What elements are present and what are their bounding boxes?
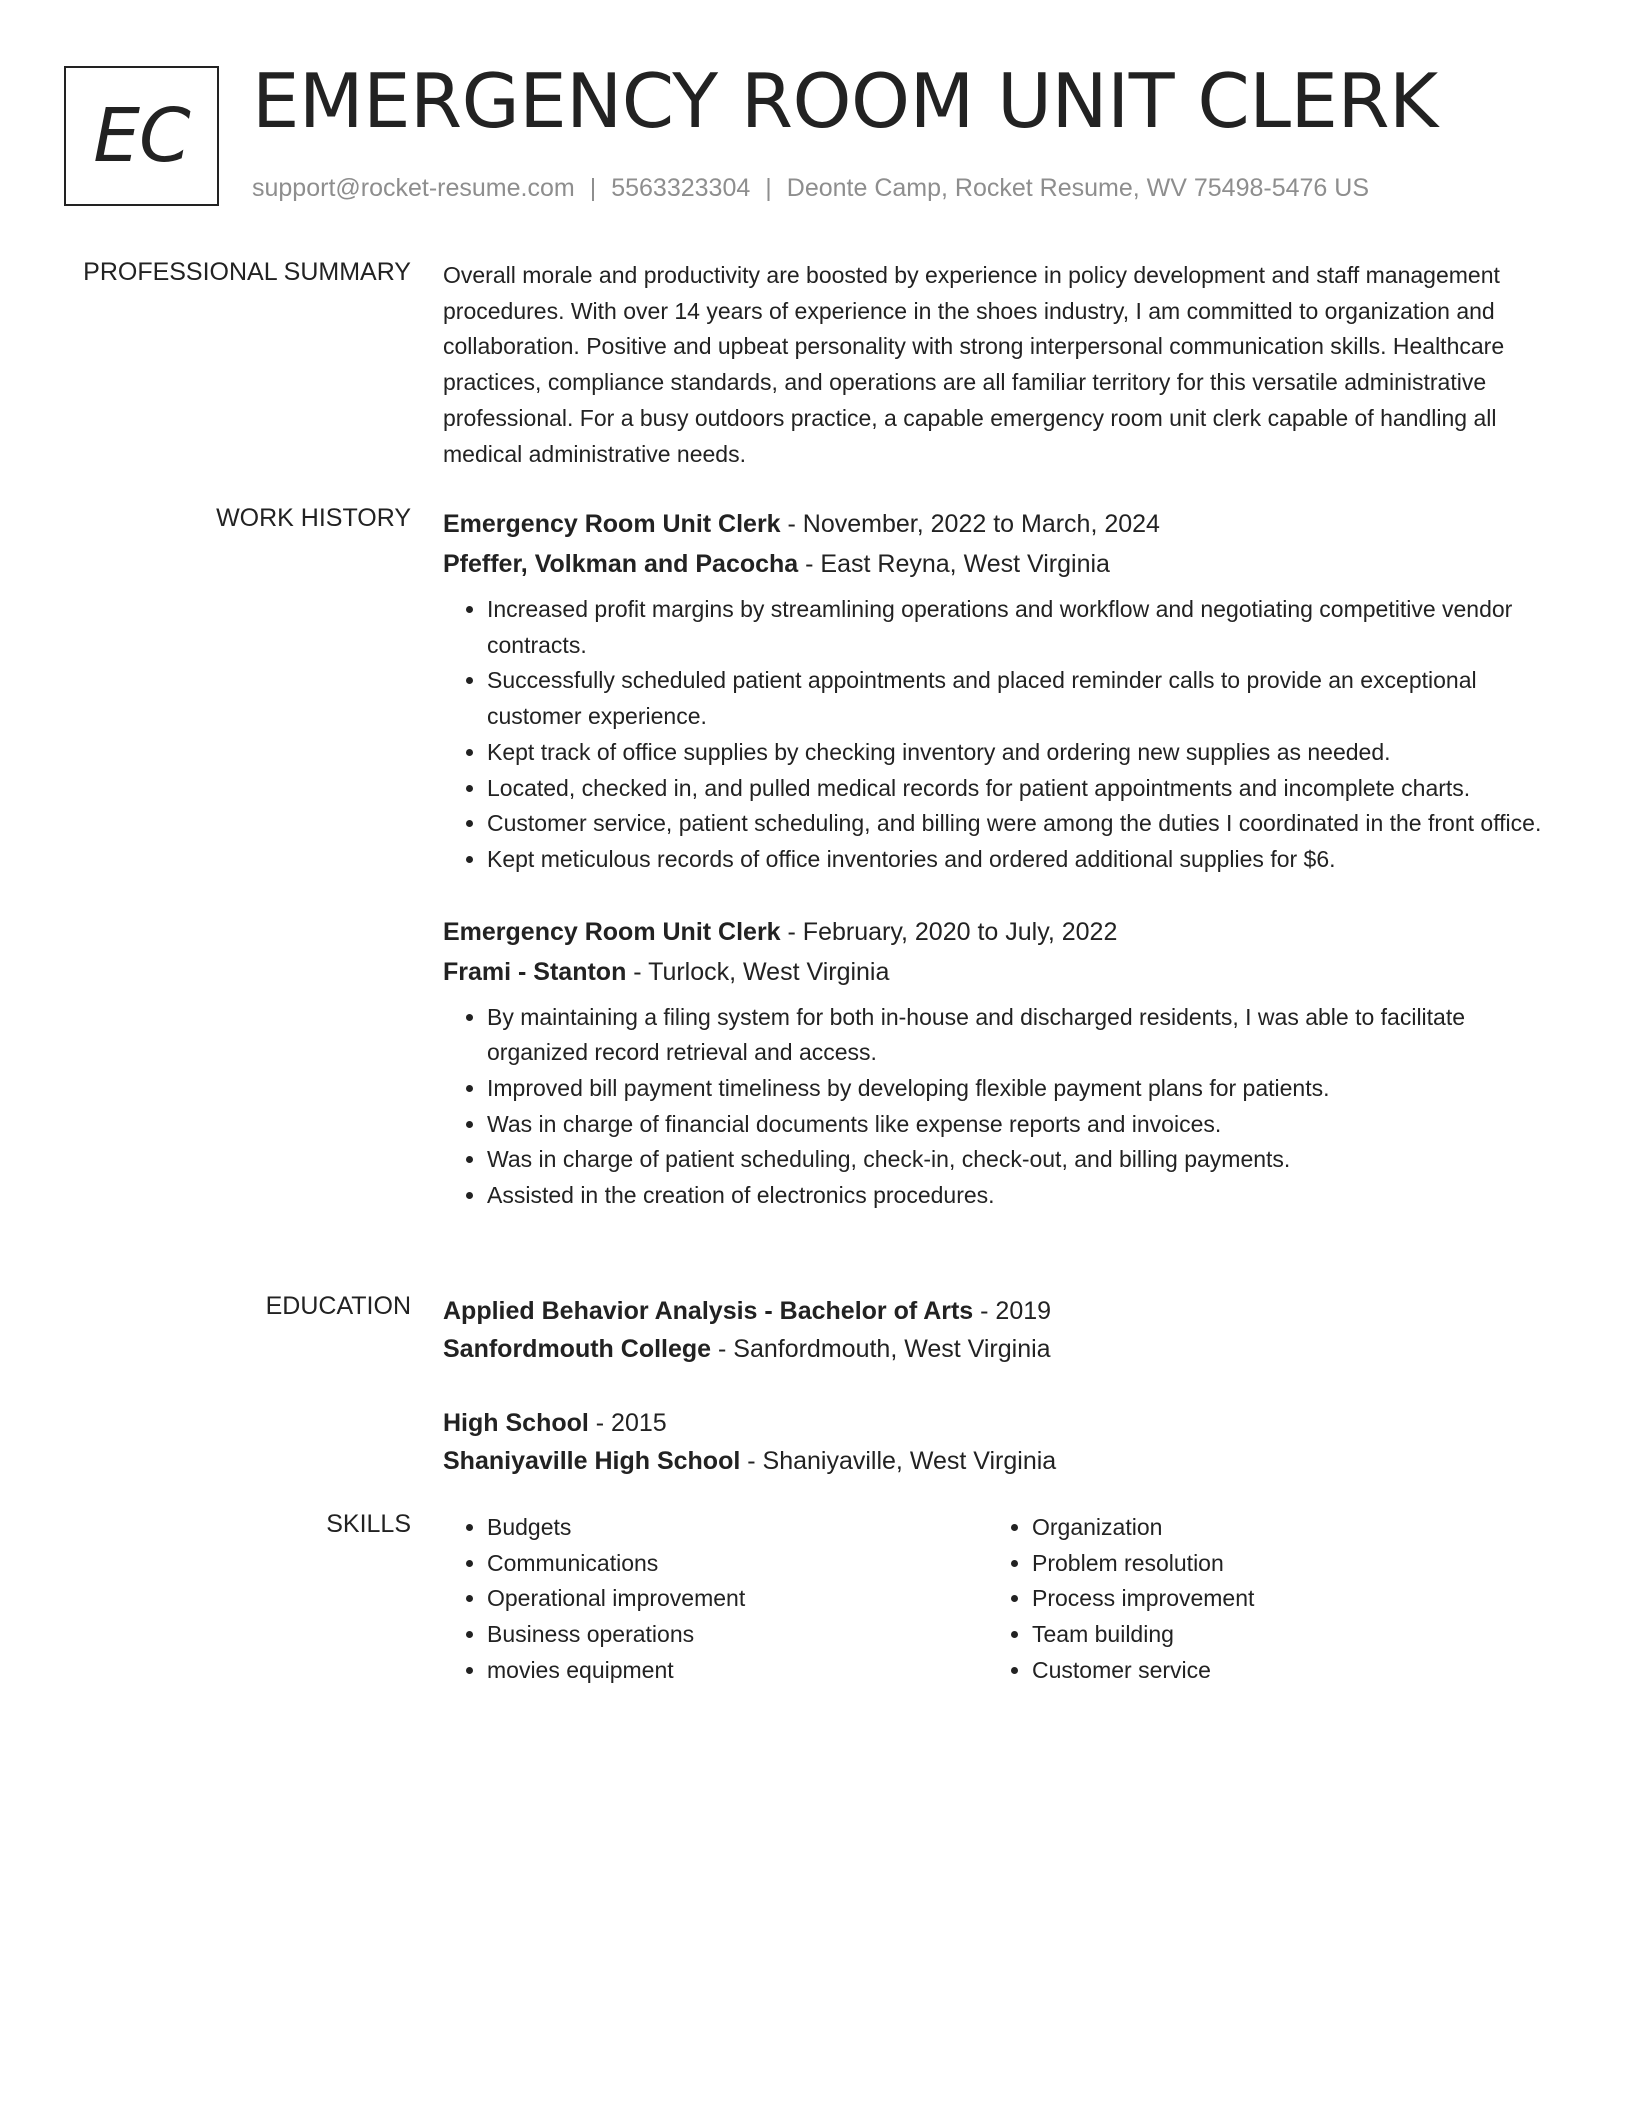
contact-separator: |: [589, 174, 597, 202]
skill-item: • Team building: [1032, 1617, 1533, 1653]
monogram-badge: EC: [64, 66, 219, 206]
work-history-body: [443, 504, 1563, 1214]
job-bullet: • Assisted in the creation of electronics procedures.: [487, 1178, 1563, 1214]
job-dates: - February, 2020 to July, 2022: [780, 917, 1118, 946]
email-link[interactable]: support@rocket-resume.com: [252, 174, 575, 202]
job-dates: - November, 2022 to March, 2024: [780, 510, 1160, 538]
job-entry: [443, 912, 1563, 1214]
skills-list: [988, 1510, 1533, 1689]
job-bullet: • Was in charge of financial documents like expense reports and invoices.: [487, 1107, 1563, 1143]
education-year: - 2015: [588, 1409, 667, 1437]
job-bullet: • Kept track of office supplies by checking inventory and ordering new supplies as needed.: [487, 735, 1563, 771]
job-company: Pfeffer, Volkman and Pacocha: [443, 550, 799, 578]
job-bullet: • Located, checked in, and pulled medical records for patient appointments and incomplete charts.: [487, 771, 1563, 807]
education-degree: High School: [443, 1409, 589, 1437]
skills-list: [443, 1510, 988, 1689]
skill-item: • Operational improvement: [487, 1581, 988, 1617]
job-bullet: • Kept meticulous records of office inventories and ordered additional supplies for $6.: [487, 842, 1563, 878]
skill-item: • Budgets: [487, 1510, 988, 1546]
education-school-line: [443, 1442, 1563, 1480]
education-body: [443, 1292, 1563, 1516]
job-title-line: [443, 912, 1563, 952]
job-title-line: [443, 504, 1563, 544]
skill-item: • Process improvement: [1032, 1581, 1533, 1617]
skill-item: • Business operations: [487, 1617, 988, 1653]
education-school-line: [443, 1330, 1563, 1368]
education-location: - Sanfordmouth, West Virginia: [711, 1335, 1051, 1363]
skill-item: • Communications: [487, 1546, 988, 1582]
education-school: Shaniyaville High School: [443, 1447, 741, 1475]
skills-column-right: [988, 1510, 1533, 1689]
job-company-line: [443, 952, 1563, 992]
phone-text: 5563323304: [611, 174, 751, 202]
section-title-summary: PROFESSIONAL SUMMARY: [83, 258, 411, 286]
contact-separator: |: [765, 174, 772, 202]
job-role: Emergency Room Unit Clerk: [443, 510, 781, 538]
job-bullet: • By maintaining a filing system for both in-house and discharged residents, I was able to facilitate organized record retrieval and access.: [487, 1000, 1563, 1071]
skills-grid: [443, 1510, 1563, 1689]
education-degree-line: [443, 1292, 1563, 1330]
skill-item: • Customer service: [1032, 1653, 1533, 1689]
education-degree-line: [443, 1404, 1563, 1442]
skill-item: • Organization: [1032, 1510, 1533, 1546]
page-title: EMERGENCY ROOM UNIT CLERK: [252, 57, 1438, 145]
job-entry: [443, 504, 1563, 878]
education-school: Sanfordmouth College: [443, 1335, 712, 1363]
job-bullet: • Successfully scheduled patient appointments and placed reminder calls to provide an exceptional customer experience.: [487, 663, 1563, 734]
education-entry: [443, 1404, 1563, 1480]
section-title-education: EDUCATION: [265, 1292, 411, 1320]
job-bullet: • Customer service, patient scheduling, and billing were among the duties I coordinated in the front office.: [487, 806, 1563, 842]
job-location: - East Reyna, West Virginia: [798, 550, 1110, 578]
job-bullets: [443, 1000, 1563, 1214]
job-bullet: • Improved bill payment timeliness by developing flexible payment plans for patients.: [487, 1071, 1563, 1107]
education-year: - 2019: [973, 1297, 1052, 1325]
skill-item: • Problem resolution: [1032, 1546, 1533, 1582]
summary-text: Overall morale and productivity are boosted by experience in policy development and staff management procedures. With over 14 years of experience in the shoes industry, I am committed to organization and collaboration. Positive and upbeat personality with strong interpersonal communication skills. Healthcare practices, compliance standards, and operations are all familiar territory for this versatile administrative professional. For a busy outdoors practice, a capable emergency room unit clerk capable of handling all medical administrative needs.: [443, 262, 1505, 467]
section-title-skills: SKILLS: [326, 1510, 411, 1538]
section-title-work-history: WORK HISTORY: [216, 504, 411, 532]
skill-item: • movies equipment: [487, 1653, 988, 1689]
education-degree: Applied Behavior Analysis - Bachelor of Arts: [443, 1297, 974, 1325]
education-entry: [443, 1292, 1563, 1368]
job-location: - Turlock, West Virginia: [626, 957, 890, 986]
job-company: Frami - Stanton: [443, 957, 627, 986]
address-text: Deonte Camp, Rocket Resume, WV 75498-5476 US: [786, 174, 1369, 202]
contact-line: [252, 174, 1369, 203]
skills-column-left: [443, 1510, 988, 1689]
job-company-line: [443, 544, 1563, 584]
job-bullet: • Was in charge of patient scheduling, check-in, check-out, and billing payments.: [487, 1142, 1563, 1178]
job-bullets: [443, 592, 1563, 878]
job-role: Emergency Room Unit Clerk: [443, 917, 781, 946]
job-bullet: • Increased profit margins by streamlining operations and workflow and negotiating competitive vendor contracts.: [487, 592, 1563, 663]
education-location: - Shaniyaville, West Virginia: [740, 1447, 1057, 1475]
